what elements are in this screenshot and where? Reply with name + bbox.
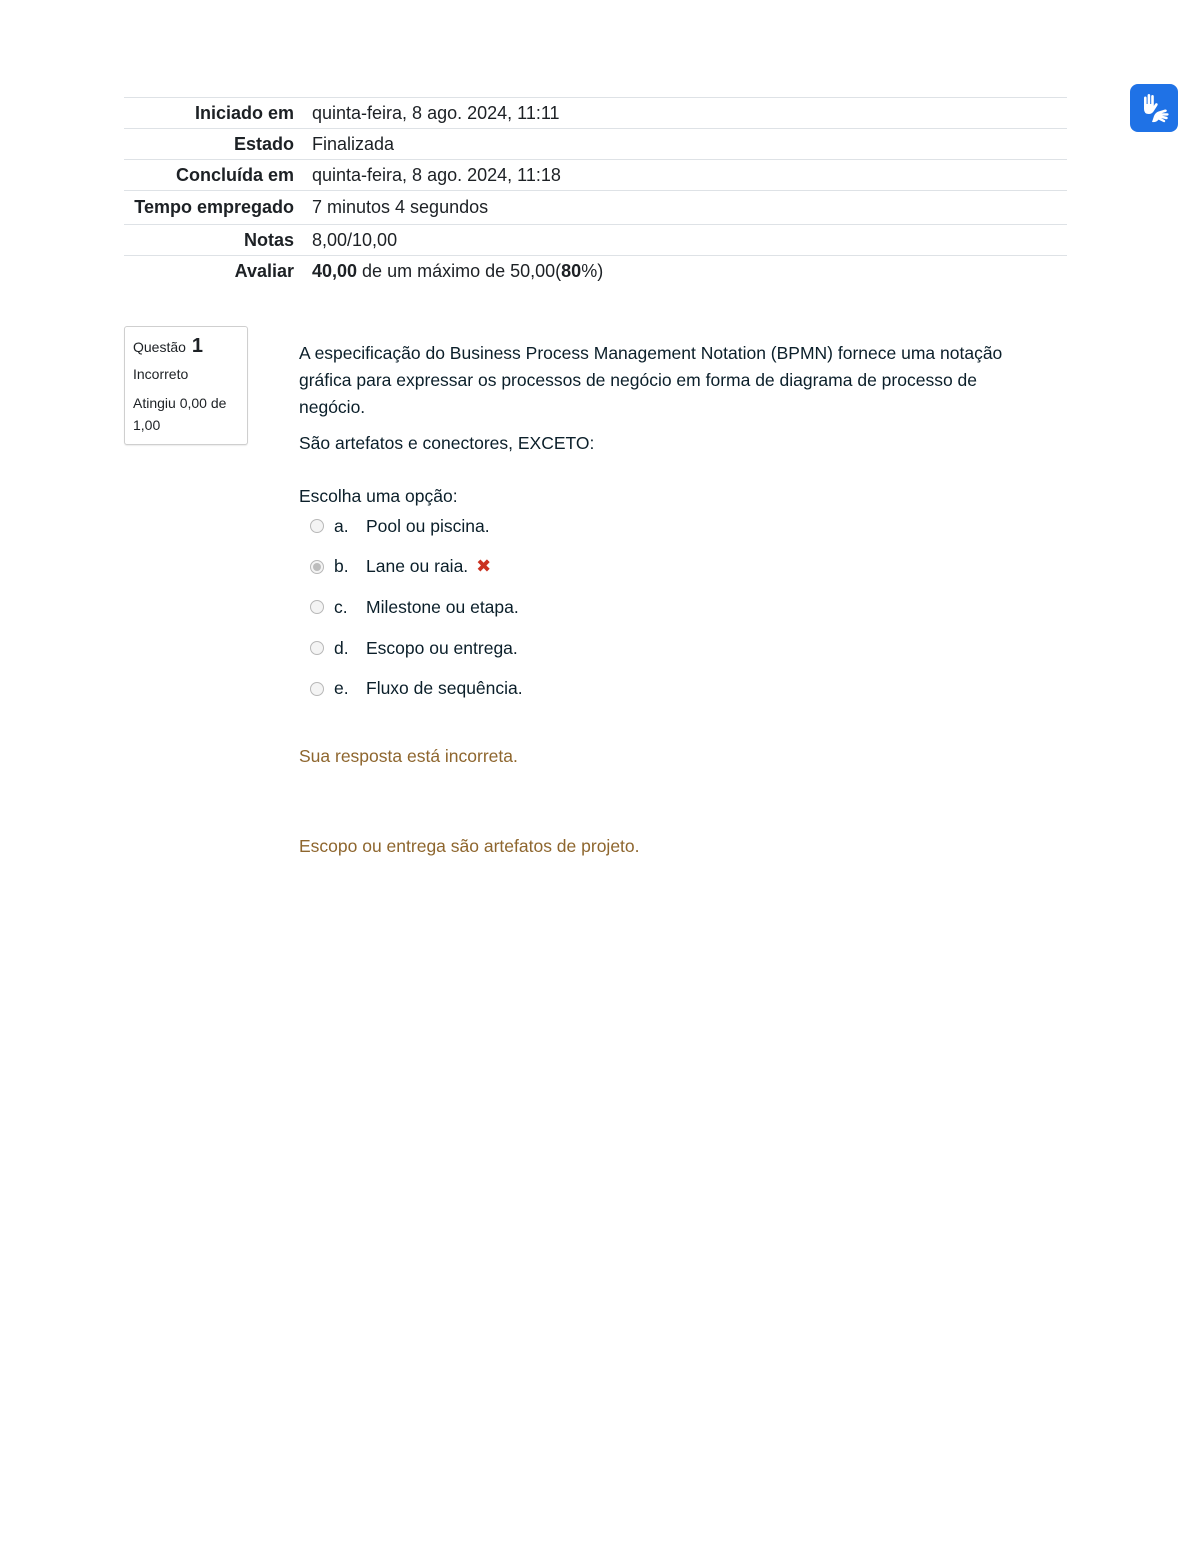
question-text-paragraph: São artefatos e conectores, EXCETO: [299,433,595,453]
summary-value: 7 minutos 4 segundos [312,197,489,217]
option-text: Fluxo de sequência. [366,678,523,699]
question-mark: Atingiu 0,00 de 1,00 [133,395,227,433]
radio-button[interactable] [310,600,324,614]
summary-label: Notas [243,230,294,250]
option-letter: c. [334,596,348,617]
grade-percent: 80 [561,261,582,281]
summary-row-grade [124,256,1067,287]
answer-prompt: Escolha uma opção: [299,486,458,506]
question-number-value: 1 [191,335,203,357]
question-content [299,340,1039,716]
answer-options [299,513,1039,702]
quiz-summary-table [124,97,1067,286]
radio-button[interactable] [310,682,324,696]
option-letter: d. [334,637,349,658]
question-text-paragraph: A especificação do Business Process Management Notation (BPMN) fornece uma notação gráfica para expressar os processos de negócio em forma de diagrama de processo de negócio. [299,343,1003,417]
question-text [299,340,1039,457]
radio-button[interactable] [310,519,324,533]
sign-language-hands-icon [1138,92,1170,124]
summary-row-completed [124,160,1067,191]
question-number [133,335,239,358]
summary-row-time-taken [124,191,1067,225]
grade-middle: de um máximo de 50,00( [357,261,562,281]
summary-row-marks [124,225,1067,256]
option-letter: b. [334,556,349,577]
summary-label: Estado [233,134,294,154]
option-letter: e. [334,678,349,699]
option-text: Lane ou raia. [366,556,469,577]
summary-label: Tempo empregado [134,197,294,217]
summary-value: quinta-feira, 8 ago. 2024, 11:18 [312,165,561,185]
grade-score: 40,00 [312,261,358,281]
answer-option-a[interactable] [299,513,1039,539]
summary-row-state [124,129,1067,160]
question-label: Questão [133,339,186,355]
summary-value: quinta-feira, 8 ago. 2024, 11:11 [312,103,560,123]
summary-value: 8,00/10,00 [312,230,398,250]
summary-value [312,256,1067,287]
question-info-box [124,326,248,445]
vlibras-accessibility-button[interactable] [1130,84,1178,132]
option-text: Pool ou piscina. [366,515,490,536]
answer-option-c[interactable] [299,594,1039,620]
question-state: Incorreto [133,366,189,382]
times-icon: ✖ [476,556,492,577]
summary-label: Iniciado em [194,103,294,123]
summary-row-started [124,98,1067,129]
answer-option-d[interactable] [299,635,1039,661]
option-text: Milestone ou etapa. [366,596,519,617]
summary-value: Finalizada [312,134,395,154]
radio-button[interactable] [310,641,324,655]
option-letter: a. [334,515,349,536]
answer-feedback: Sua resposta está incorreta. [299,746,518,766]
answer-option-e[interactable] [299,676,1039,702]
option-text: Escopo ou entrega. [366,637,518,658]
radio-button-selected[interactable] [310,560,324,574]
summary-label: Concluída em [175,165,294,185]
summary-label: Avaliar [234,261,294,281]
grade-end: %) [581,261,604,281]
general-feedback: Escopo ou entrega são artefatos de projeto. [299,836,640,856]
answer-option-b[interactable] [299,554,1039,580]
